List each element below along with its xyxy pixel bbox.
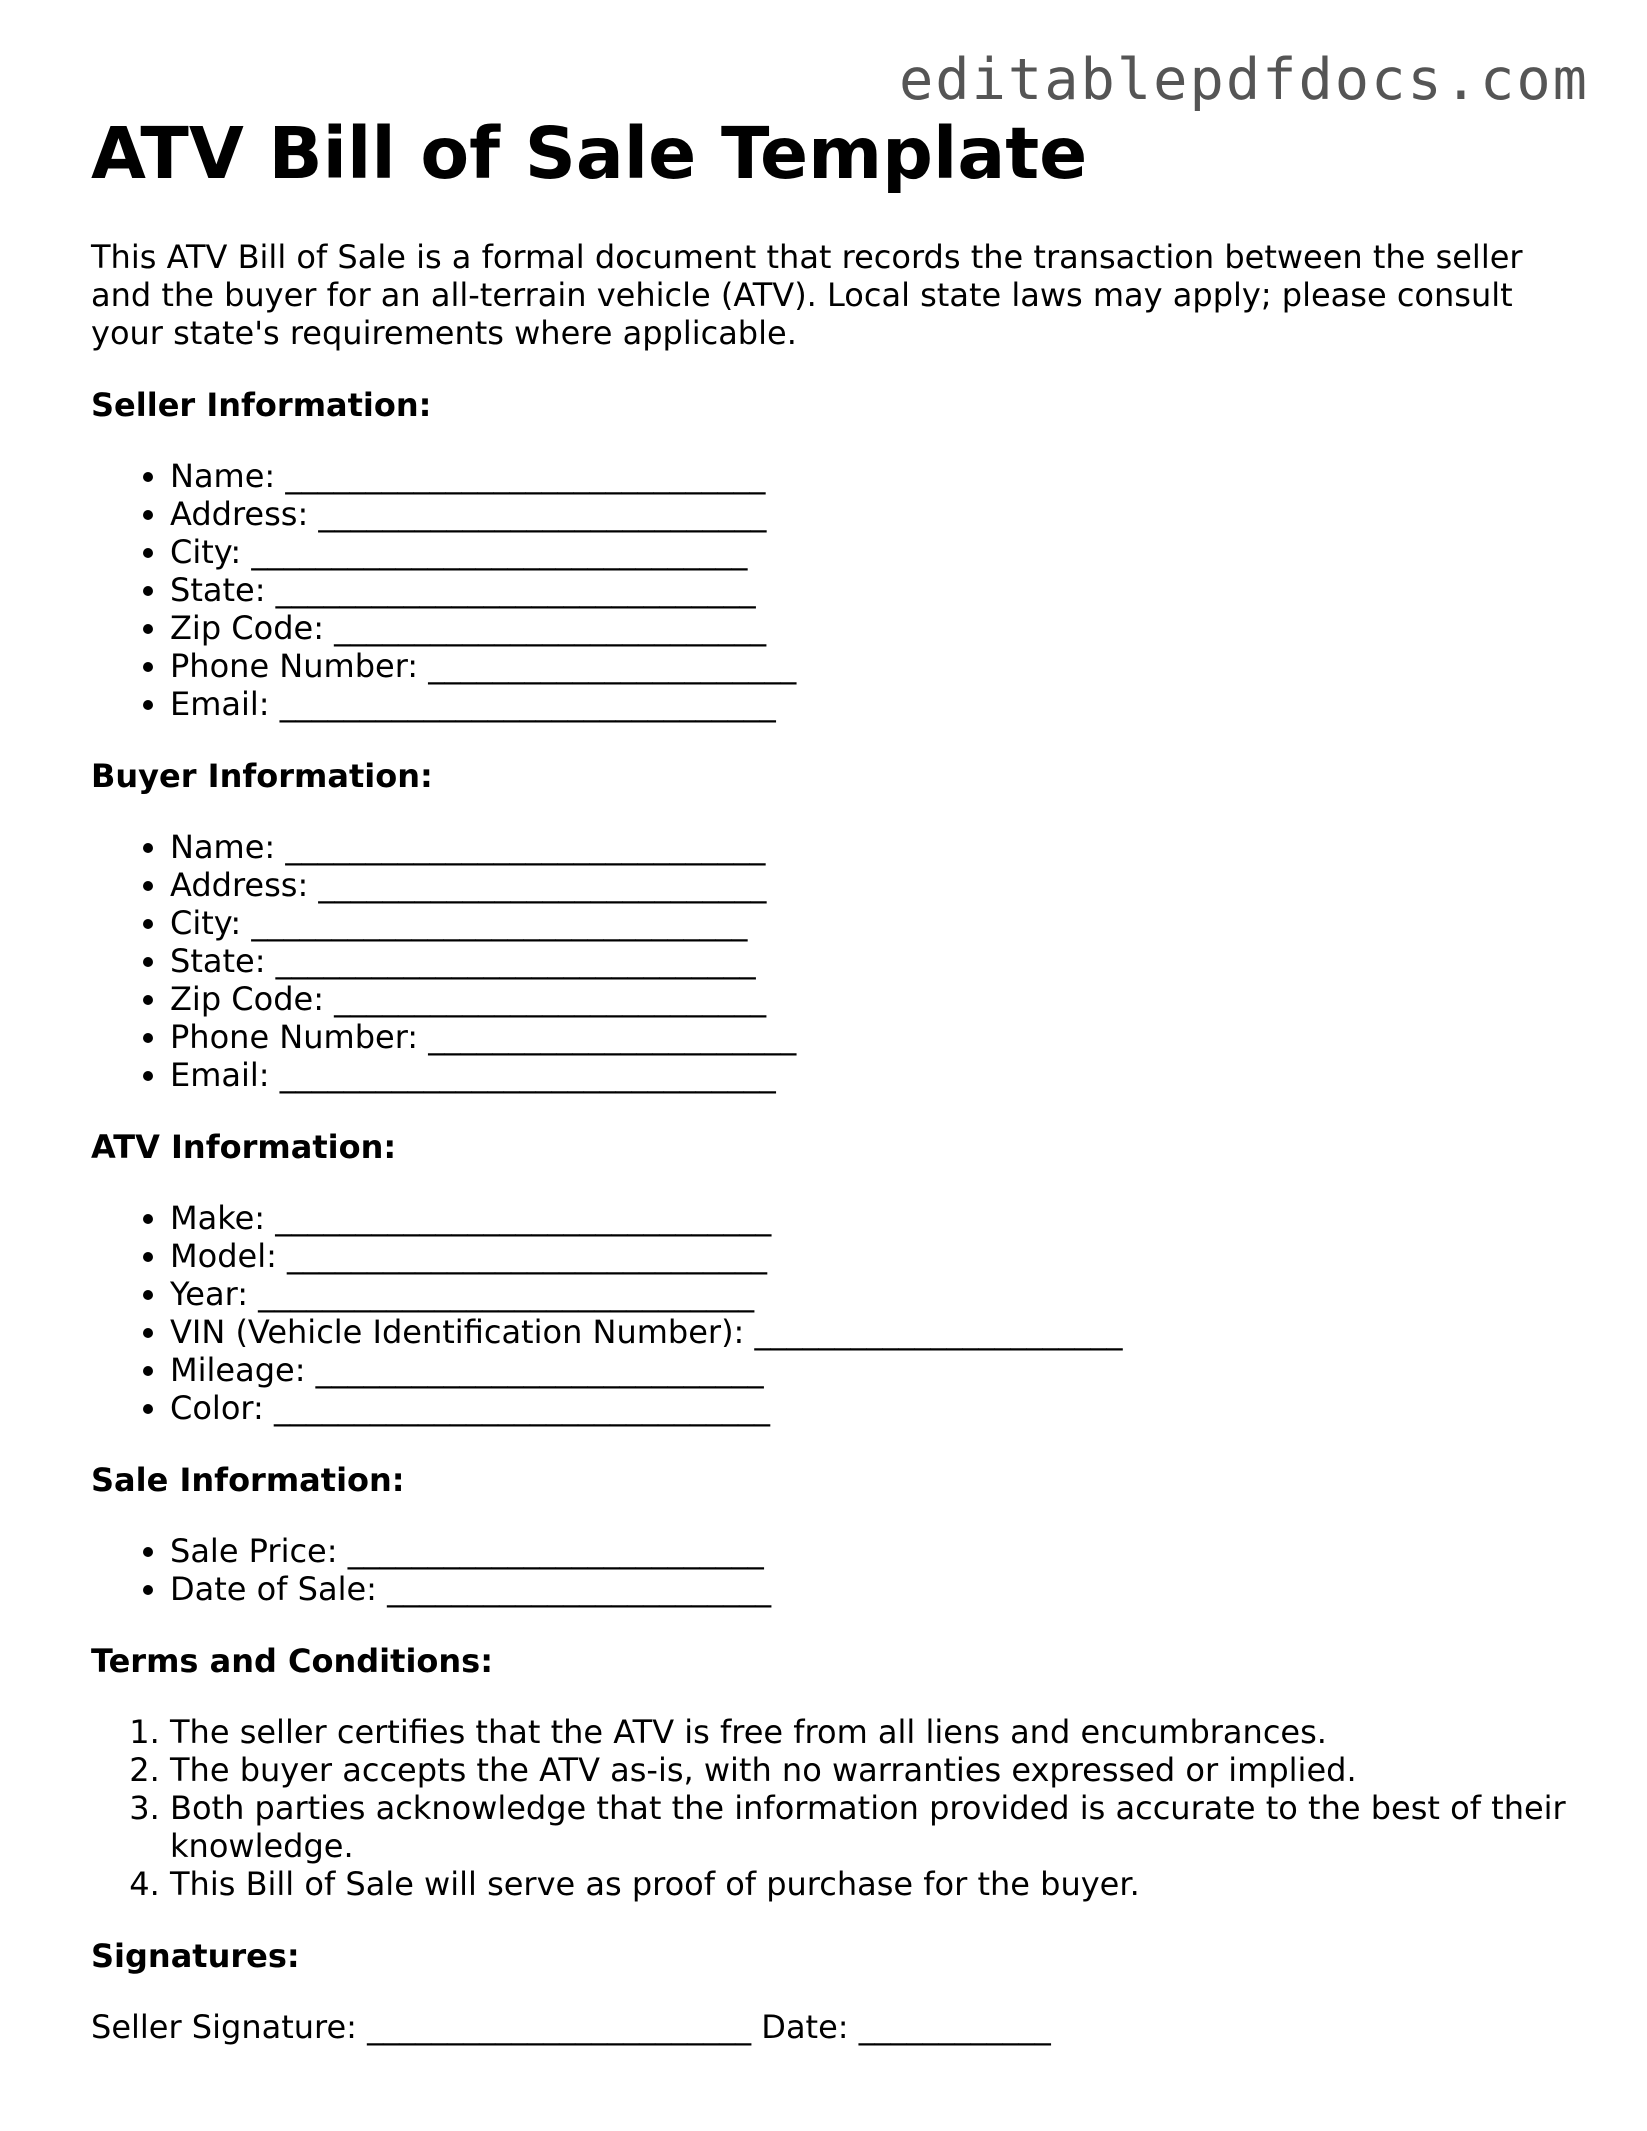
seller-phone-field[interactable]: • Phone Number: _______________________ bbox=[170, 647, 1571, 685]
terms-item: 3. Both parties acknowledge that the information provided is accurate to the best of their knowledge. bbox=[170, 1789, 1571, 1865]
atv-vin-field[interactable]: • VIN (Vehicle Identification Number): _______________________ bbox=[170, 1313, 1571, 1351]
seller-field-list bbox=[91, 457, 1571, 723]
atv-mileage-field[interactable]: • Mileage: ____________________________ bbox=[170, 1351, 1571, 1389]
seller-name-field[interactable]: • Name: ______________________________ bbox=[170, 457, 1571, 495]
terms-item: 1. The seller certifies that the ATV is free from all liens and encumbrances. bbox=[170, 1713, 1571, 1751]
buyer-address-field[interactable]: • Address: ____________________________ bbox=[170, 866, 1571, 904]
buyer-city-field[interactable]: • City: _______________________________ bbox=[170, 904, 1571, 942]
buyer-state-field[interactable]: • State: ______________________________ bbox=[170, 942, 1571, 980]
watermark: editablepdfdocs.com bbox=[898, 47, 1589, 113]
seller-city-field[interactable]: • City: _______________________________ bbox=[170, 533, 1571, 571]
seller-date-field[interactable]: ____________ bbox=[858, 2008, 1051, 2047]
buyer-field-list bbox=[91, 828, 1571, 1094]
atv-heading: ATV Information: bbox=[91, 1128, 397, 1167]
atv-color-field[interactable]: • Color: _______________________________ bbox=[170, 1389, 1571, 1427]
seller-heading: Seller Information: bbox=[91, 386, 432, 425]
atv-model-field[interactable]: • Model: ______________________________ bbox=[170, 1237, 1571, 1275]
sale-heading: Sale Information: bbox=[91, 1461, 405, 1500]
buyer-heading: Buyer Information: bbox=[91, 757, 433, 796]
terms-item: 4. This Bill of Sale will serve as proof of purchase for the buyer. bbox=[170, 1865, 1571, 1903]
terms-list bbox=[91, 1713, 1571, 1903]
page-title: ATV Bill of Sale Template bbox=[91, 112, 1088, 195]
terms-item: 2. The buyer accepts the ATV as-is, with no warranties expressed or implied. bbox=[170, 1751, 1571, 1789]
sale-date-field[interactable]: • Date of Sale: ________________________ bbox=[170, 1570, 1571, 1608]
seller-zip-field[interactable]: • Zip Code: ___________________________ bbox=[170, 609, 1571, 647]
atv-field-list bbox=[91, 1199, 1571, 1427]
intro-paragraph: This ATV Bill of Sale is a formal document that records the transaction between the seller and the buyer for an all-terrain vehicle (ATV). Local state laws may apply; please consult your state's requirements where applicable. bbox=[91, 238, 1523, 353]
signatures-heading: Signatures: bbox=[91, 1937, 300, 1976]
seller-signature-field[interactable]: ________________________ bbox=[367, 2008, 752, 2047]
seller-email-field[interactable]: • Email: _______________________________ bbox=[170, 685, 1571, 723]
seller-signature-label: Seller Signature: bbox=[91, 2008, 357, 2047]
seller-signature-row bbox=[91, 2008, 1571, 2046]
sale-field-list bbox=[91, 1532, 1571, 1608]
seller-date-label: Date: bbox=[761, 2008, 849, 2047]
terms-heading: Terms and Conditions: bbox=[91, 1642, 494, 1681]
buyer-zip-field[interactable]: • Zip Code: ___________________________ bbox=[170, 980, 1571, 1018]
document-page bbox=[91, 112, 1571, 2047]
seller-address-field[interactable]: • Address: ____________________________ bbox=[170, 495, 1571, 533]
buyer-email-field[interactable]: • Email: _______________________________ bbox=[170, 1056, 1571, 1094]
atv-year-field[interactable]: • Year: _______________________________ bbox=[170, 1275, 1571, 1313]
buyer-name-field[interactable]: • Name: ______________________________ bbox=[170, 828, 1571, 866]
atv-make-field[interactable]: • Make: _______________________________ bbox=[170, 1199, 1571, 1237]
seller-state-field[interactable]: • State: ______________________________ bbox=[170, 571, 1571, 609]
buyer-phone-field[interactable]: • Phone Number: _______________________ bbox=[170, 1018, 1571, 1056]
sale-price-field[interactable]: • Sale Price: __________________________ bbox=[170, 1532, 1571, 1570]
